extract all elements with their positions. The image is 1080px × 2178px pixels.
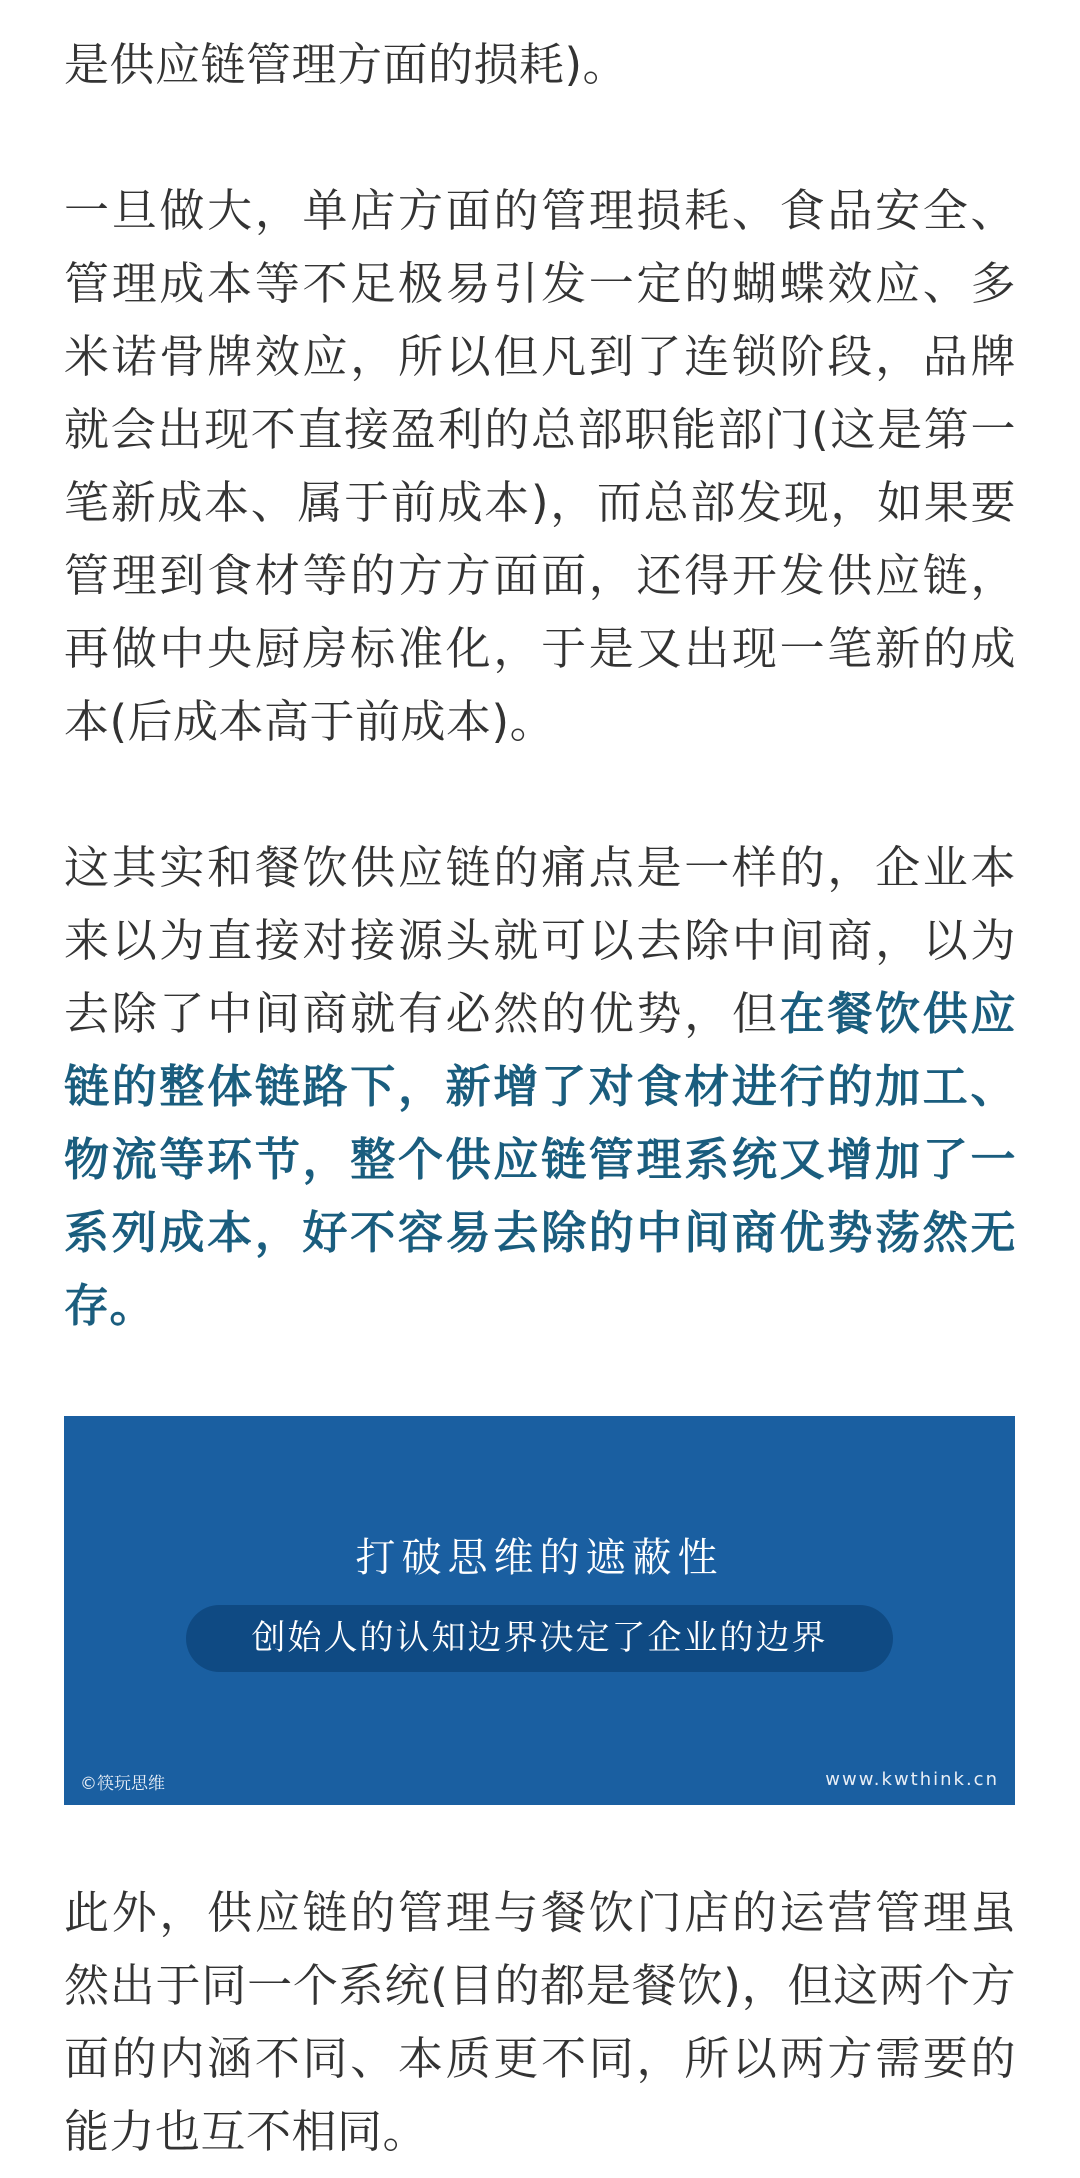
paragraph-3	[64, 831, 1016, 1342]
paragraph-3-plain-text: 这其实和餐饮供应链的痛点是一样的，企业本来以为直接对接源头就可以去除中间商，以为去除了中间商就有必然的优势，但	[64, 841, 1016, 1040]
banner-title: 打破思维的遮蔽性	[355, 1535, 724, 1581]
banner-url: www.kwthink.cn	[825, 1769, 999, 1790]
paragraph-spacer	[64, 758, 1016, 831]
paragraph-3-highlighted-text: 在餐饮供应链的整体链路下，新增了对食材进行的加工、物流等环节，整个供应链管理系统又增加了一系列成本，好不容易去除的中间商优势荡然无存。	[64, 987, 1016, 1332]
paragraph-4: 此外，供应链的管理与餐饮门店的运营管理虽然出于同一个系统(目的都是餐饮)，但这两个方面的内涵不同、本质更不同，所以两方需要的能力也互不相同。	[64, 1886, 1016, 2158]
banner-subtitle-pill: 创始人的认知边界决定了企业的边界	[186, 1605, 893, 1672]
article-body-top	[64, 28, 1016, 1342]
quote-banner-image	[64, 1416, 1015, 1805]
paragraph-2: 一旦做大，单店方面的管理损耗、食品安全、管理成本等不足极易引发一定的蝴蝶效应、多米诺骨牌效应，所以但凡到了连锁阶段，品牌就会出现不直接盈利的总部职能部门(这是第一笔新成本、属于前成本)，而总部发现，如果要管理到食材等的方方面面，还得开发供应链，再做中央厨房标准化，于是又出现一笔新的成本(后成本高于前成本)。	[64, 184, 1016, 748]
banner-copyright: ©筷玩思维	[80, 1774, 165, 1794]
article-body-bottom	[64, 1876, 1016, 2168]
paragraph-spacer	[64, 101, 1016, 174]
paragraph-1: 是供应链管理方面的损耗)。	[64, 38, 629, 91]
